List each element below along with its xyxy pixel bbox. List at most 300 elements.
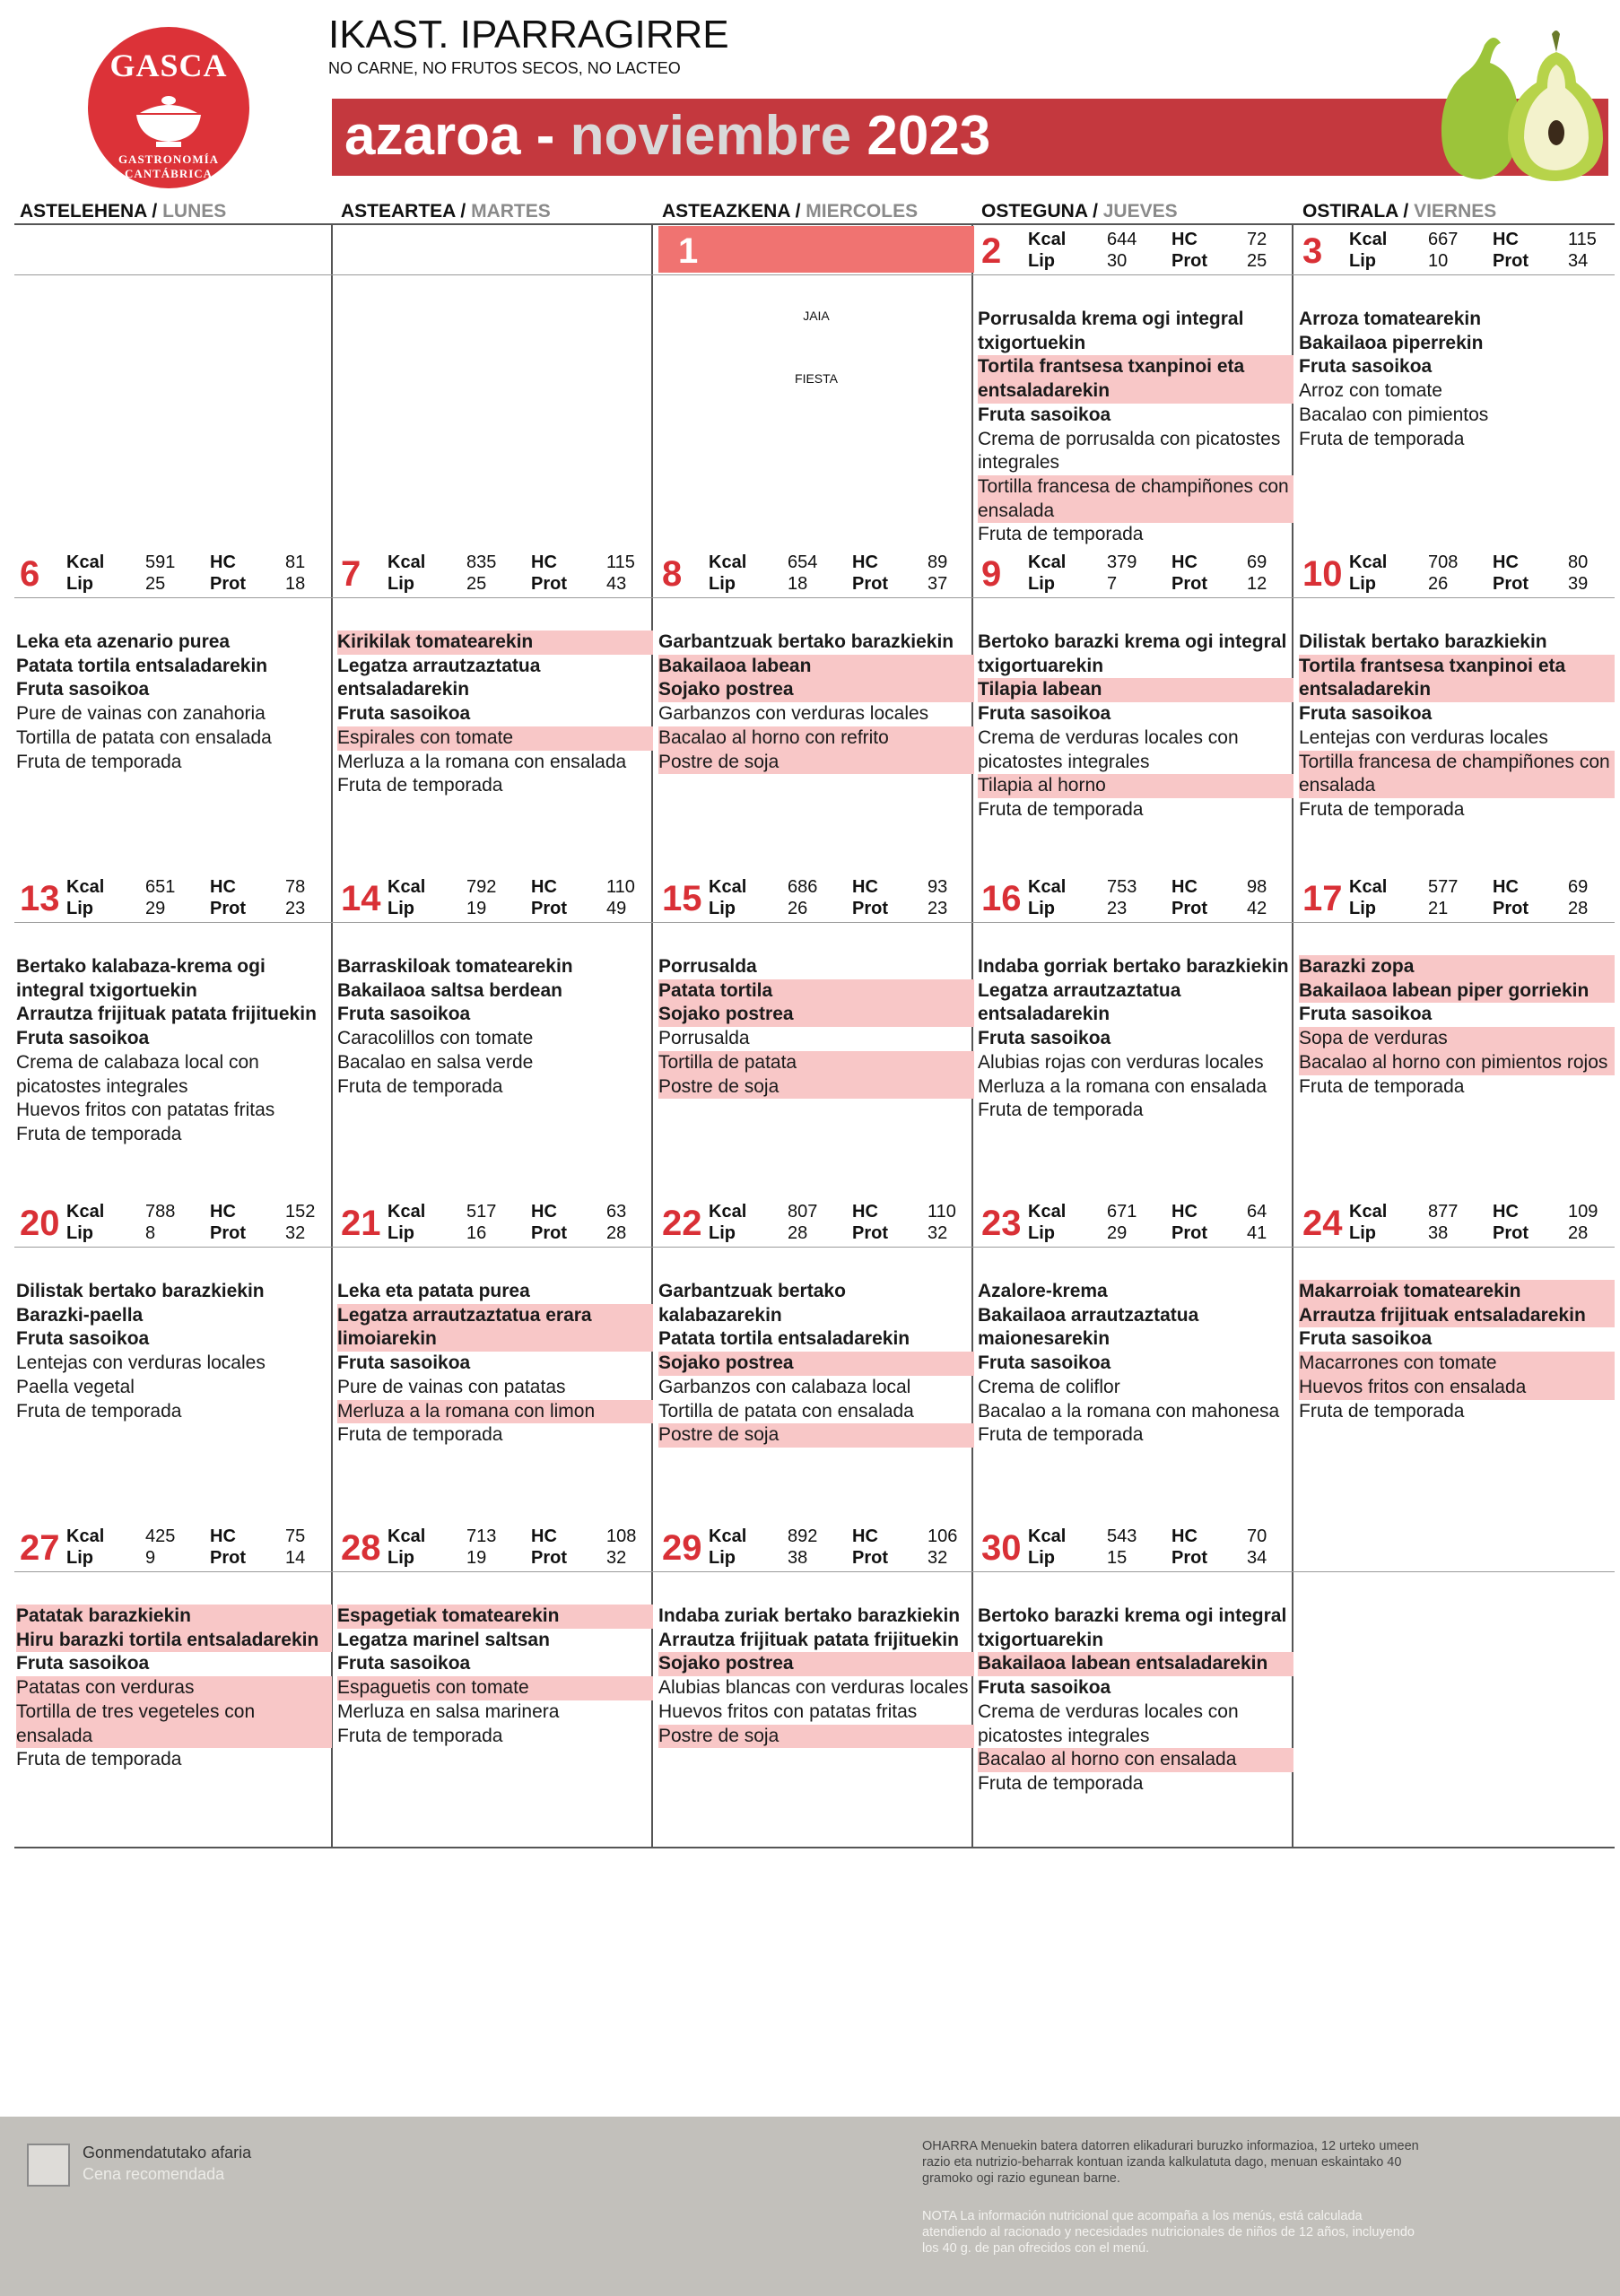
menu-list	[978, 955, 1293, 1123]
kcal-label: Kcal	[388, 1526, 426, 1546]
prot-value: 32	[928, 1223, 948, 1243]
day-number: 24	[1302, 1204, 1343, 1243]
day-number: 20	[20, 1204, 60, 1243]
lip-value: 19	[466, 1548, 487, 1568]
menu-item: Fruta de temporada	[337, 1725, 503, 1746]
menu-item: Bacalao al horno con ensalada	[978, 1748, 1293, 1772]
lip-label: Lip	[709, 574, 736, 594]
menu-item: Fruta de temporada	[337, 1424, 503, 1446]
lip-value: 26	[788, 899, 808, 918]
lip-label: Lip	[1349, 251, 1376, 271]
prot-value: 28	[1568, 1223, 1589, 1243]
day-number: 29	[662, 1528, 702, 1568]
menu-item: Arrautza frijituak patata frijituekin	[16, 1004, 317, 1025]
menu-item: Leka eta azenario purea	[16, 631, 231, 652]
day-header-thursday: OSTEGUNA / JUEVES	[981, 201, 1178, 222]
menu-item: Fruta de temporada	[978, 798, 1144, 820]
menu-item: Fruta sasoikoa	[337, 1352, 471, 1374]
menu-item: Barazki zopa	[1299, 955, 1615, 979]
date-bar	[16, 1523, 332, 1570]
prot-label: Prot	[1493, 1223, 1529, 1243]
menu-item: Fruta sasoikoa	[978, 703, 1111, 725]
menu-item: Legatza marinel saltsan	[337, 1629, 550, 1650]
menu-item: Tortila frantsesa txanpinoi eta entsaladarekin	[1299, 655, 1615, 702]
hc-value: 110	[928, 1202, 956, 1222]
kcal-label: Kcal	[1349, 552, 1388, 572]
menu-item: Espaguetis con tomate	[337, 1676, 653, 1700]
kcal-value: 425	[145, 1526, 176, 1546]
lip-label: Lip	[709, 899, 736, 918]
legend-label-eu: Gonmendatutako afaria	[83, 2144, 252, 2161]
menu-item: Tilapia labean	[978, 678, 1293, 702]
hc-value: 64	[1247, 1202, 1267, 1222]
lip-value: 10	[1428, 251, 1449, 271]
hc-value: 109	[1568, 1202, 1598, 1222]
lip-label: Lip	[66, 1548, 93, 1568]
menu-item: Huevos fritos con ensalada	[1299, 1376, 1615, 1400]
date-bar	[978, 1523, 1293, 1570]
date-bar	[337, 874, 653, 920]
day-number: 3	[1302, 231, 1323, 271]
hc-value: 98	[1247, 877, 1267, 897]
menu-item: Crema de verduras locales con picatostes integrales	[978, 1700, 1239, 1746]
menu-list	[658, 1605, 974, 1748]
hc-value: 115	[606, 552, 635, 572]
menu-item: Patatak barazkiekin	[16, 1605, 332, 1629]
menu-item: Fruta de temporada	[16, 1400, 182, 1422]
day-number: 30	[981, 1528, 1022, 1568]
menu-item: Fruta sasoikoa	[978, 1352, 1111, 1374]
prot-value: 42	[1247, 899, 1267, 918]
prot-value: 43	[606, 574, 627, 594]
menu-item: Bacalao con pimientos	[1299, 404, 1489, 425]
week-row-divider	[14, 922, 1615, 923]
menu-item: Porrusalda	[658, 956, 757, 977]
day-number: 27	[20, 1528, 60, 1568]
hc-value: 110	[606, 877, 635, 897]
lip-value: 18	[788, 574, 808, 594]
month-banner	[332, 99, 1608, 176]
hc-value: 72	[1247, 230, 1267, 249]
day-number: 16	[981, 879, 1022, 918]
date-bar	[658, 549, 974, 596]
prot-value: 41	[1247, 1223, 1267, 1243]
prot-label: Prot	[210, 574, 246, 594]
menu-item: Fruta de temporada	[1299, 428, 1465, 449]
menu-item: Tortila frantsesa txanpinoi eta entsaladarekin	[978, 355, 1293, 403]
menu-item: Fruta de temporada	[1299, 1075, 1465, 1097]
date-bar	[978, 1198, 1293, 1245]
menu-item: Fruta de temporada	[1299, 798, 1465, 820]
menu-item: Azalore-krema	[978, 1281, 1108, 1301]
week-row-divider	[14, 1571, 1615, 1572]
hc-label: HC	[1171, 230, 1198, 249]
prot-label: Prot	[1493, 574, 1529, 594]
kcal-value: 543	[1107, 1526, 1137, 1546]
prot-label: Prot	[531, 899, 567, 918]
menu-item: Tortilla francesa de champiñones con ensalada	[1299, 751, 1615, 798]
menu-item: Sopa de verduras	[1299, 1027, 1615, 1051]
lip-label: Lip	[1028, 251, 1055, 271]
menu-item: Merluza en salsa marinera	[337, 1700, 560, 1722]
gasca-logo	[88, 27, 249, 188]
week-row-divider	[14, 274, 1615, 275]
menu-item: Hiru barazki tortila entsaladarekin	[16, 1629, 332, 1653]
menu-item: Garbantzuak bertako barazkiekin	[658, 631, 954, 652]
kcal-value: 753	[1107, 877, 1137, 897]
hc-value: 108	[606, 1526, 637, 1546]
menu-item: Sojako postrea	[658, 1352, 974, 1376]
lip-label: Lip	[1028, 1548, 1055, 1568]
lip-value: 19	[466, 899, 487, 918]
lip-label: Lip	[709, 1548, 736, 1568]
day-header-friday: OSTIRALA / VIERNES	[1302, 201, 1497, 222]
menu-item: Merluza a la romana con limon	[337, 1400, 653, 1424]
menu-item: Indaba zuriak bertako barazkiekin	[658, 1605, 961, 1626]
menu-item: Fruta sasoikoa	[16, 1653, 150, 1674]
lip-label: Lip	[1028, 1223, 1055, 1243]
menu-item: Bertako kalabaza-krema ogi integral txigortuekin	[16, 956, 266, 1001]
kcal-label: Kcal	[66, 1202, 105, 1222]
menu-item: Pure de vainas con patatas	[337, 1376, 566, 1397]
menu-item: Fruta sasoikoa	[16, 679, 150, 700]
lip-label: Lip	[709, 1223, 736, 1243]
menu-item: Fruta sasoikoa	[1299, 703, 1433, 725]
kcal-label: Kcal	[388, 877, 426, 897]
menu-item: Porrusalda	[658, 1028, 750, 1049]
menu-item: Garbanzos con calabaza local	[658, 1376, 911, 1397]
kcal-label: Kcal	[709, 877, 747, 897]
kcal-label: Kcal	[388, 1202, 426, 1222]
menu-list	[978, 1605, 1293, 1796]
prot-label: Prot	[852, 574, 888, 594]
hc-label: HC	[1171, 1202, 1198, 1222]
tureen-icon	[131, 88, 206, 151]
hc-label: HC	[1171, 1526, 1198, 1546]
menu-item: Bakailaoa arrautzaztatua maionesarekin	[978, 1304, 1199, 1350]
menu-item: Tortilla de patata con ensalada	[658, 1400, 914, 1422]
prot-label: Prot	[1493, 899, 1529, 918]
menu-item: Garbantzuak bertako kalabazarekin	[658, 1281, 846, 1326]
date-bar	[337, 549, 653, 596]
day-number: 14	[341, 879, 381, 918]
prot-value: 32	[928, 1548, 948, 1568]
menu-item: Bakailaoa labean piper gorriekin	[1299, 979, 1615, 1004]
kcal-value: 792	[466, 877, 497, 897]
menu-item: Legatza arrautzaztatua entsaladarekin	[978, 979, 1181, 1025]
menu-item: Fruta sasoikoa	[1299, 356, 1433, 378]
prot-label: Prot	[852, 1223, 888, 1243]
hc-value: 80	[1568, 552, 1589, 572]
date-bar	[1299, 1198, 1615, 1245]
lip-label: Lip	[388, 899, 414, 918]
date-bar	[658, 874, 974, 920]
hc-label: HC	[1493, 230, 1519, 249]
menu-item: Arrautza frijituak entsaladarekin	[1299, 1304, 1615, 1328]
menu-item: Patata tortila entsaladarekin	[16, 655, 268, 676]
lip-label: Lip	[1028, 574, 1055, 594]
menu-item: Bakailaoa labean entsaladarekin	[978, 1652, 1293, 1676]
hc-label: HC	[210, 1526, 236, 1546]
lip-value: 15	[1107, 1548, 1128, 1568]
day-header-wednesday: ASTEAZKENA / MIERCOLES	[662, 201, 919, 222]
legend-swatch	[27, 2144, 70, 2187]
date-bar	[658, 1523, 974, 1570]
lip-label: Lip	[1349, 899, 1376, 918]
hc-label: HC	[1493, 552, 1519, 572]
hc-label: HC	[852, 552, 878, 572]
date-bar	[978, 874, 1293, 920]
kcal-label: Kcal	[66, 877, 105, 897]
menu-item: Espagetiak tomatearekin	[337, 1605, 653, 1629]
day-number: 28	[341, 1528, 381, 1568]
diet-subtitle: NO CARNE, NO FRUTOS SECOS, NO LACTEO	[328, 59, 681, 77]
prot-value: 39	[1568, 574, 1589, 594]
date-bar	[337, 1198, 653, 1245]
menu-item: Legatza arrautzaztatua erara limoiarekin	[337, 1304, 653, 1352]
kcal-label: Kcal	[1028, 1202, 1067, 1222]
menu-item: Bacalao a la romana con mahonesa	[978, 1400, 1280, 1422]
kcal-value: 671	[1107, 1202, 1137, 1222]
menu-item: Fruta sasoikoa	[337, 1653, 471, 1674]
menu-item: Bacalao al horno con refrito	[658, 726, 974, 751]
menu-item: Fruta sasoikoa	[978, 1677, 1111, 1699]
day-header-monday: ASTELEHENA / LUNES	[20, 201, 227, 222]
menu-list	[16, 1605, 332, 1772]
prot-value: 28	[606, 1223, 627, 1243]
hc-label: HC	[531, 1526, 557, 1546]
pear-icon	[1431, 27, 1610, 188]
hc-label: HC	[531, 552, 557, 572]
menu-item: Bacalao en salsa verde	[337, 1051, 534, 1073]
hc-value: 70	[1247, 1526, 1267, 1546]
menu-item: Fruta de temporada	[978, 524, 1144, 545]
menu-item: Pure de vainas con zanahoria	[16, 703, 266, 725]
menu-item: Fruta sasoikoa	[978, 1028, 1111, 1049]
menu-item: Postre de soja	[658, 1423, 974, 1448]
menu-item: Kirikilak tomatearekin	[337, 631, 653, 655]
menu-item: Merluza a la romana con ensalada	[978, 1075, 1267, 1097]
menu-item: Paella vegetal	[16, 1376, 135, 1397]
prot-value: 28	[1568, 899, 1589, 918]
lip-value: 29	[145, 899, 166, 918]
menu-item: Sojako postrea	[658, 1652, 974, 1676]
menu-item: Caracolillos con tomate	[337, 1028, 534, 1049]
menu-item: Bakailaoa labean	[658, 655, 974, 679]
hc-value: 78	[285, 877, 306, 897]
prot-value: 32	[606, 1548, 627, 1568]
day-number: 21	[341, 1204, 381, 1243]
menu-item: Fruta de temporada	[978, 1772, 1144, 1794]
menu-item: Fruta sasoikoa	[978, 404, 1111, 425]
hc-label: HC	[852, 1526, 878, 1546]
lip-value: 21	[1428, 899, 1449, 918]
menu-item: Tortilla de patata	[658, 1051, 974, 1075]
lip-label: Lip	[388, 1223, 414, 1243]
hc-value: 115	[1568, 230, 1597, 249]
kcal-label: Kcal	[66, 552, 105, 572]
menu-item: Porrusalda krema ogi integral txigortuekin	[978, 309, 1244, 353]
holiday-label-es: FIESTA	[795, 371, 838, 386]
kcal-label: Kcal	[1349, 230, 1388, 249]
month-eu: azaroa	[344, 105, 521, 167]
kcal-value: 644	[1107, 230, 1137, 249]
hc-value: 63	[606, 1202, 627, 1222]
hc-label: HC	[1171, 877, 1198, 897]
kcal-value: 686	[788, 877, 818, 897]
menu-item: Fruta de temporada	[978, 1100, 1144, 1121]
hc-label: HC	[1493, 1202, 1519, 1222]
lip-label: Lip	[66, 1223, 93, 1243]
prot-value: 49	[606, 899, 627, 918]
holiday-label-eu: JAIA	[803, 309, 830, 323]
day-number: 22	[662, 1204, 702, 1243]
menu-item: Huevos fritos con patatas fritas	[16, 1100, 275, 1121]
grid-bottom-border	[14, 1847, 1615, 1848]
prot-label: Prot	[852, 899, 888, 918]
menu-item: Postre de soja	[658, 1725, 974, 1749]
menu-item: Crema de coliflor	[978, 1376, 1120, 1397]
lip-value: 25	[466, 574, 487, 594]
kcal-value: 591	[145, 552, 176, 572]
kcal-label: Kcal	[709, 1202, 747, 1222]
lip-value: 23	[1107, 899, 1128, 918]
menu-item: Bakailaoa piperrekin	[1299, 332, 1484, 353]
lip-value: 38	[1428, 1223, 1449, 1243]
menu-item: Bakailaoa saltsa berdean	[337, 979, 562, 1001]
date-bar	[337, 1523, 653, 1570]
lip-value: 16	[466, 1223, 487, 1243]
hc-value: 69	[1568, 877, 1589, 897]
hc-label: HC	[210, 877, 236, 897]
lip-value: 26	[1428, 574, 1449, 594]
prot-label: Prot	[531, 1548, 567, 1568]
lip-value: 38	[788, 1548, 808, 1568]
menu-item: Lentejas con verduras locales	[1299, 726, 1548, 748]
menu-item: Patata tortila entsaladarekin	[658, 1328, 910, 1350]
hc-label: HC	[210, 552, 236, 572]
menu-item: Alubias rojas con verduras locales	[978, 1051, 1264, 1073]
kcal-value: 877	[1428, 1202, 1459, 1222]
nutrition-note-eu: OHARRA Menuekin batera datorren elikadurari buruzko informazioa, 12 urteko umeen razio eta nutrizio-beharrak kontuan izanda kalkulatuta dago, menuan eskaintako 40 gramoko ogi razio egunean barne.	[922, 2139, 1419, 2186]
hc-label: HC	[531, 877, 557, 897]
prot-label: Prot	[1171, 1223, 1207, 1243]
menu-item: Crema de verduras locales con picatostes integrales	[978, 726, 1239, 772]
date-bar	[978, 549, 1293, 596]
prot-value: 32	[285, 1223, 306, 1243]
kcal-label: Kcal	[1028, 877, 1067, 897]
kcal-value: 651	[145, 877, 176, 897]
menu-item: Fruta de temporada	[16, 1123, 182, 1144]
menu-item: Macarrones con tomate	[1299, 1352, 1615, 1376]
hc-label: HC	[531, 1202, 557, 1222]
menu-item: Makarroiak tomatearekin	[1299, 1280, 1615, 1304]
menu-list	[337, 1605, 653, 1748]
lip-label: Lip	[388, 1548, 414, 1568]
lip-label: Lip	[66, 574, 93, 594]
kcal-label: Kcal	[1028, 1526, 1067, 1546]
kcal-value: 577	[1428, 877, 1459, 897]
lip-value: 30	[1107, 251, 1128, 271]
hc-value: 89	[928, 552, 948, 572]
lip-value: 29	[1107, 1223, 1128, 1243]
day-number: 1	[678, 231, 699, 271]
menu-item: Bertoko barazki krema ogi integral txigortuarekin	[978, 1605, 1287, 1650]
menu-item: Arroz con tomate	[1299, 380, 1442, 402]
menu-item: Dilistak bertako barazkiekin	[1299, 631, 1547, 652]
menu-item: Sojako postrea	[658, 1003, 974, 1027]
day-header-tuesday: ASTEARTEA / MARTES	[341, 201, 551, 222]
kcal-label: Kcal	[1028, 552, 1067, 572]
menu-item: Alubias blancas con verduras locales	[658, 1677, 969, 1699]
menu-item: Dilistak bertako barazkiekin	[16, 1281, 265, 1301]
lip-label: Lip	[1028, 899, 1055, 918]
hc-label: HC	[1171, 552, 1198, 572]
prot-label: Prot	[1171, 1548, 1207, 1568]
lip-value: 28	[788, 1223, 808, 1243]
menu-item: Arroza tomatearekin	[1299, 309, 1482, 329]
menu-list	[1299, 631, 1615, 822]
date-bar	[16, 874, 332, 920]
menu-list	[1299, 308, 1615, 451]
menu-item: Barraskiloak tomatearekin	[337, 956, 573, 977]
menu-item: Tortilla francesa de champiñones con ensalada	[978, 475, 1293, 523]
month-title	[344, 104, 990, 168]
kcal-value: 788	[145, 1202, 176, 1222]
menu-item: Huevos fritos con patatas fritas	[658, 1700, 918, 1722]
hc-label: HC	[1493, 877, 1519, 897]
kcal-value: 517	[466, 1202, 497, 1222]
kcal-value: 892	[788, 1526, 818, 1546]
prot-label: Prot	[1493, 251, 1529, 271]
menu-list	[337, 1280, 653, 1448]
prot-label: Prot	[210, 899, 246, 918]
kcal-label: Kcal	[1349, 1202, 1388, 1222]
menu-list	[658, 1280, 974, 1448]
menu-item: Patata tortila	[658, 979, 974, 1004]
menu-item: Tortilla de patata con ensalada	[16, 726, 272, 748]
month-dash: -	[536, 105, 555, 167]
kcal-label: Kcal	[66, 1526, 105, 1546]
menu-item: Barazki-paella	[16, 1304, 144, 1326]
prot-value: 14	[285, 1548, 306, 1568]
menu-item: Arrautza frijituak patata frijituekin	[658, 1629, 959, 1650]
menu-item: Fruta sasoikoa	[1299, 1328, 1433, 1350]
hc-value: 69	[1247, 552, 1267, 572]
menu-item: Patatas con verduras	[16, 1676, 332, 1700]
hc-label: HC	[210, 1202, 236, 1222]
menu-item: Crema de calabaza local con picatostes integrales	[16, 1051, 259, 1097]
hc-value: 75	[285, 1526, 306, 1546]
week-row-divider	[14, 1247, 1615, 1248]
date-bar	[1299, 874, 1615, 920]
month-year: 2023	[867, 105, 991, 167]
kcal-value: 713	[466, 1526, 497, 1546]
kcal-value: 654	[788, 552, 818, 572]
legend-label-es: Cena recomendada	[83, 2165, 225, 2183]
prot-label: Prot	[1171, 574, 1207, 594]
hc-label: HC	[852, 1202, 878, 1222]
menu-list	[658, 955, 974, 1099]
day-number: 8	[662, 554, 683, 594]
prot-label: Prot	[531, 1223, 567, 1243]
prot-value: 34	[1568, 251, 1589, 271]
menu-item: Fruta de temporada	[16, 1749, 182, 1770]
menu-item: Leka eta patata purea	[337, 1281, 530, 1301]
menu-item: Fruta sasoikoa	[16, 1328, 150, 1350]
day-number: 9	[981, 554, 1002, 594]
hc-value: 81	[285, 552, 306, 572]
